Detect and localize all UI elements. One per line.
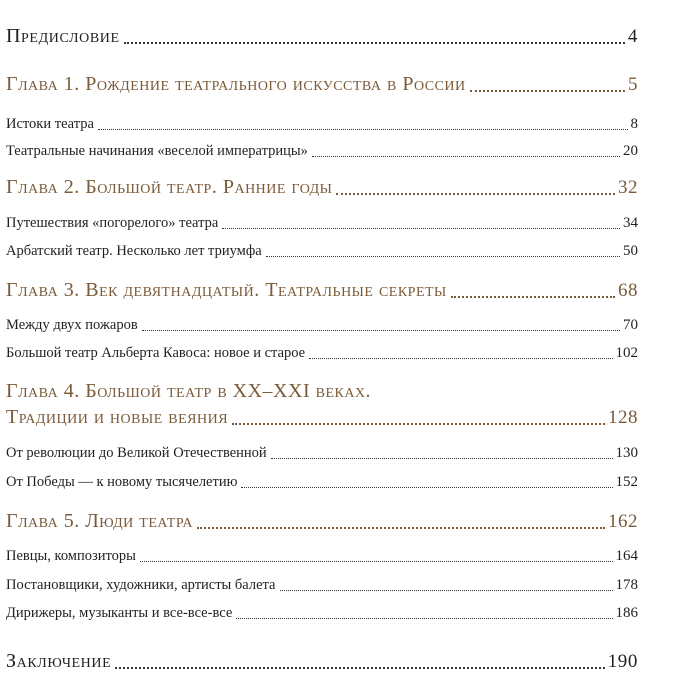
page-number: 186: [615, 605, 638, 621]
dot-leader: [312, 156, 620, 157]
toc-entry-conclusion[interactable]: [6, 649, 638, 673]
toc-entry-ch3-sec2[interactable]: [6, 344, 638, 362]
dot-leader: [98, 129, 628, 130]
chapter-title: Глава 5. Люди театра: [6, 510, 193, 532]
page-number: 68: [618, 280, 638, 301]
page-number: 190: [607, 651, 638, 672]
page-number: 70: [623, 317, 638, 333]
toc-entry-ch4-sec2[interactable]: [6, 473, 638, 491]
toc-entry-ch2-sec2[interactable]: [6, 242, 638, 260]
dot-leader: [142, 330, 620, 331]
page-number: 162: [608, 511, 638, 532]
page-number: 4: [627, 26, 638, 47]
dot-leader: [271, 458, 613, 459]
section-title: От Победы — к новому тысячелетию: [6, 474, 238, 490]
chapter-4-title-line-1: Глава 4. Большой театр в XX–XXI веках.: [6, 380, 372, 402]
dot-leader: [236, 618, 612, 619]
dot-leader: [280, 590, 613, 591]
page-number: 164: [615, 548, 638, 564]
entry-title: Заключение: [6, 650, 112, 672]
section-title: Постановщики, художники, артисты балета: [6, 577, 276, 593]
dot-leader: [232, 423, 605, 425]
dot-leader: [222, 228, 620, 229]
section-title: Театральные начинания «веселой императрицы»: [6, 143, 308, 159]
section-title: От революции до Великой Отечественной: [6, 445, 267, 461]
toc-entry-ch1-sec2[interactable]: [6, 142, 638, 160]
toc-entry-preface[interactable]: [6, 24, 638, 48]
section-title: Истоки театра: [6, 116, 94, 132]
chapter-title: Глава 3. Век девятнадцатый. Театральные секреты: [6, 279, 447, 301]
page-number: 130: [615, 445, 638, 461]
toc-entry-chapter-3[interactable]: [6, 278, 638, 302]
page-number: 178: [615, 577, 638, 593]
toc-entry-chapter-1[interactable]: [6, 72, 638, 96]
toc-entry-chapter-2[interactable]: [6, 175, 638, 199]
page-number: 50: [623, 243, 638, 259]
section-title: Арбатский театр. Несколько лет триумфа: [6, 243, 262, 259]
toc-entry-ch2-sec1[interactable]: [6, 214, 638, 232]
section-title: Большой театр Альберта Кавоса: новое и старое: [6, 345, 306, 361]
page-number: 5: [628, 74, 638, 95]
section-title: Дирижеры, музыканты и все-все-все: [6, 605, 233, 621]
toc-entry-ch5-sec1[interactable]: [6, 547, 638, 565]
dot-leader: [124, 42, 625, 44]
dot-leader: [266, 256, 620, 257]
toc-entry-chapter-5[interactable]: [6, 509, 638, 533]
chapter-title: Глава 2. Большой театр. Ранние годы: [6, 176, 333, 198]
toc-entry-ch5-sec2[interactable]: [6, 576, 638, 594]
dot-leader: [470, 90, 625, 92]
dot-leader: [140, 561, 613, 562]
dot-leader: [309, 358, 612, 359]
toc-entry-ch1-sec1[interactable]: [6, 115, 638, 133]
page-number: 20: [623, 143, 638, 159]
dot-leader: [241, 487, 612, 488]
dot-leader: [115, 667, 604, 669]
dot-leader: [197, 527, 605, 529]
section-title: Путешествия «погорелого» театра: [6, 215, 219, 231]
section-title: Певцы, композиторы: [6, 548, 136, 564]
chapter-title: Глава 1. Рождение театрального искусства в России: [6, 73, 466, 95]
entry-title: Предисловие: [6, 25, 120, 47]
page-number: 32: [618, 177, 638, 198]
page-number: 128: [608, 407, 638, 428]
table-of-contents: [6, 0, 638, 690]
section-title: Между двух пожаров: [6, 317, 138, 333]
page-number: 8: [630, 116, 638, 132]
page-number: 152: [615, 474, 638, 490]
dot-leader: [451, 296, 615, 298]
dot-leader: [336, 193, 615, 195]
chapter-title-line-2: Традиции и новые веяния: [6, 406, 229, 428]
toc-entry-ch3-sec1[interactable]: [6, 316, 638, 334]
toc-entry-ch5-sec3[interactable]: [6, 604, 638, 622]
page-number: 34: [623, 215, 638, 231]
page-number: 102: [615, 345, 638, 361]
toc-entry-chapter-4[interactable]: [6, 405, 638, 429]
toc-entry-ch4-sec1[interactable]: [6, 444, 638, 462]
